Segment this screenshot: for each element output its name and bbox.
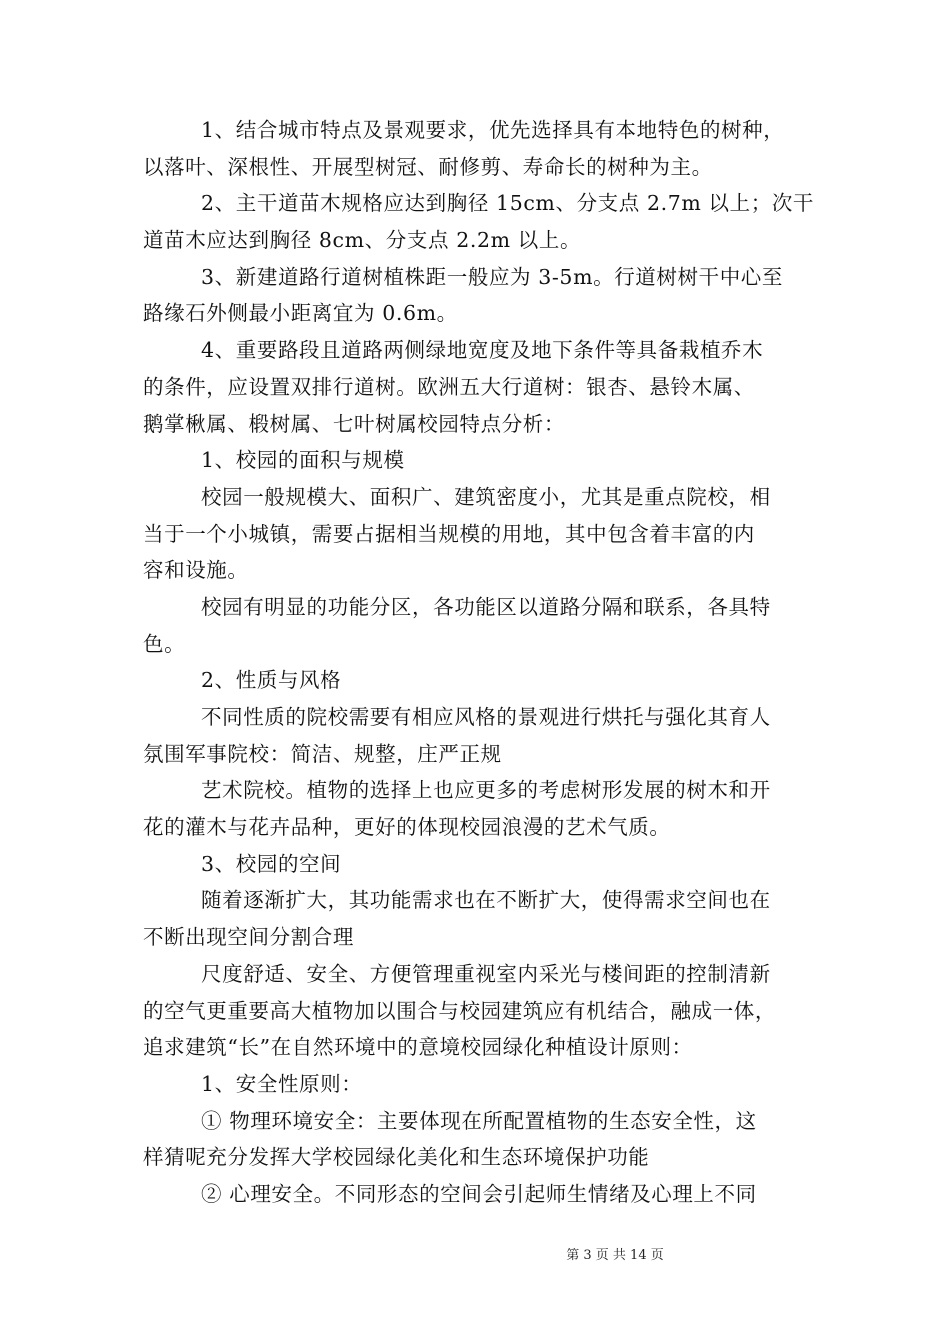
- text-line: 道苗木应达到胸径 8cm、分支点 2.2m 以上。: [143, 228, 582, 253]
- text-line: 校园一般规模大、面积广、建筑密度小，尤其是重点院校，相: [201, 484, 771, 509]
- text-line: 当于一个小城镇，需要占据相当规模的用地，其中包含着丰富的内: [143, 521, 755, 546]
- text-line: 色。: [143, 631, 186, 656]
- text-line: 校园有明显的功能分区，各功能区以道路分隔和联系，各具特: [201, 594, 771, 619]
- text-line: ① 物理环境安全：主要体现在所配置植物的生态安全性，这: [201, 1108, 757, 1133]
- text-line: 随着逐渐扩大，其功能需求也在不断扩大，使得需求空间也在: [201, 888, 771, 913]
- section-heading: 1、校园的面积与规模: [201, 448, 405, 473]
- text-line: 3、新建道路行道树植株距一般应为 3-5m。行道树树干中心至: [201, 264, 784, 289]
- text-line: 的空气更重要高大植物加以围合与校园建筑应有机结合，融成一体，: [143, 998, 776, 1023]
- text-line: 尺度舒适、安全、方便管理重视室内采光与楼间距的控制清新: [201, 961, 771, 986]
- text-line: 4、重要路段且道路两侧绿地宽度及地下条件等具备栽植乔木: [201, 338, 764, 363]
- text-line: 鹅掌楸属、椴树属、七叶树属校园特点分析：: [143, 411, 565, 436]
- text-line: 氛围军事院校：简洁、规整，庄严正规: [143, 741, 502, 766]
- body-text: [143, 112, 815, 1213]
- text-line: 以落叶、深根性、开展型树冠、耐修剪、寿命长的树种为主。: [143, 154, 713, 179]
- text-line: 花的灌木与花卉品种，更好的体现校园浪漫的艺术气质。: [143, 815, 671, 840]
- text-line: 追求建筑“长”在自然环境中的意境校园绿化种植设计原则：: [143, 1035, 693, 1060]
- text-line: 的条件，应设置双排行道树。欧洲五大行道树：银杏、悬铃木属、: [143, 374, 755, 399]
- text-line: 不断出现空间分割合理: [143, 925, 354, 950]
- page-number-footer: 第 3 页 共 14 页: [566, 1248, 664, 1263]
- text-line: 艺术院校。植物的选择上也应更多的考虑树形发展的树木和开: [201, 778, 771, 803]
- text-line: 容和设施。: [143, 558, 249, 583]
- text-line: 2、主干道苗木规格应达到胸径 15cm、分支点 2.7m 以上；次干: [201, 191, 815, 216]
- text-line: 路缘石外侧最小距离宜为 0.6m。: [143, 301, 458, 326]
- section-heading: 3、校园的空间: [201, 851, 342, 876]
- text-line: 1、结合城市特点及景观要求，优先选择具有本地特色的树种，: [201, 118, 785, 142]
- text-line: 样猜呢充分发挥大学校园绿化美化和生态环境保护功能: [143, 1145, 650, 1170]
- section-heading: 1、安全性原则：: [201, 1071, 363, 1096]
- text-line: ② 心理安全。不同形态的空间会引起师生情绪及心理上不同: [201, 1181, 757, 1206]
- text-line: 不同性质的院校需要有相应风格的景观进行烘托与强化其育人: [201, 705, 771, 729]
- section-heading: 2、性质与风格: [201, 668, 342, 693]
